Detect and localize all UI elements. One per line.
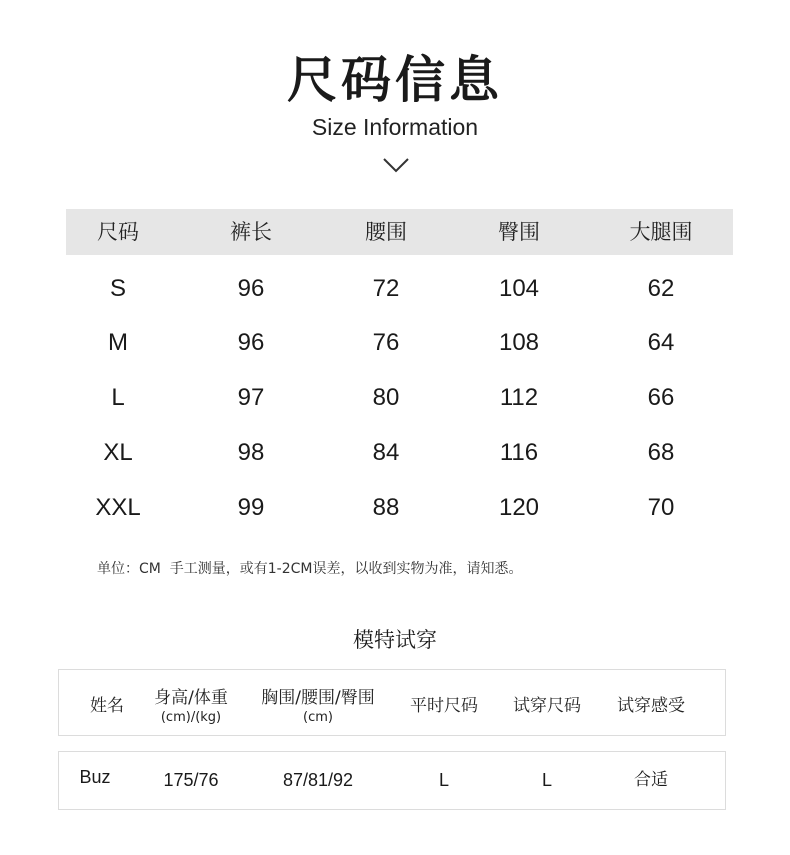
length-cell: 98 xyxy=(237,439,265,466)
hip-cell: 116 xyxy=(499,439,539,466)
thigh-cell: 66 xyxy=(647,384,675,411)
model-section-title: 模特试穿 xyxy=(353,628,437,652)
length-cell: 96 xyxy=(237,329,265,356)
thigh-cell: 70 xyxy=(647,494,675,521)
table-row xyxy=(66,426,733,480)
model-measurements: 87/81/92 xyxy=(282,770,354,790)
measurement-note: 单位：CM 手工测量，或有1-2CM误差，以收到实物为准，请知悉。 xyxy=(97,561,523,577)
waist-cell: 72 xyxy=(372,275,400,302)
size-table-header xyxy=(66,209,733,255)
model-table-header xyxy=(58,669,726,736)
model-name: Buz xyxy=(79,767,111,787)
header-measurements-label: 胸围/腰围/臀围 xyxy=(261,688,375,708)
table-row xyxy=(66,371,733,425)
size-cell: XL xyxy=(103,439,133,466)
header-fit-feel-label: 试穿感受 xyxy=(617,696,685,716)
header-hip: 臀围 xyxy=(498,220,540,244)
model-height-weight: 175/76 xyxy=(163,770,219,790)
length-cell: 97 xyxy=(237,384,265,411)
header-measurements xyxy=(244,683,392,725)
table-row xyxy=(66,262,733,316)
thigh-cell: 64 xyxy=(647,329,675,356)
header-usual-size-label: 平时尺码 xyxy=(410,696,478,716)
table-row xyxy=(66,481,733,535)
waist-cell: 80 xyxy=(372,384,400,411)
header-name xyxy=(59,691,155,716)
hip-cell: 108 xyxy=(498,329,540,356)
hip-cell: 104 xyxy=(498,275,540,302)
length-cell: 96 xyxy=(237,275,265,302)
header-name-label: 姓名 xyxy=(90,696,124,716)
header-height-weight-label: 身高/体重 xyxy=(154,688,228,708)
thigh-cell: 62 xyxy=(647,275,675,302)
header-height-weight-unit: (cm)/(kg) xyxy=(160,710,222,725)
hip-cell: 112 xyxy=(499,384,539,411)
waist-cell: 84 xyxy=(372,439,400,466)
size-cell: S xyxy=(109,275,126,302)
header-size: 尺码 xyxy=(97,220,139,244)
waist-cell: 76 xyxy=(372,329,400,356)
header-height-weight xyxy=(143,683,239,725)
model-table-row xyxy=(58,751,726,810)
size-cell: L xyxy=(111,384,125,411)
header-usual-size xyxy=(394,691,494,716)
model-usual-size: L xyxy=(438,770,449,790)
table-row xyxy=(66,316,733,370)
chevron-down-icon xyxy=(382,156,410,174)
page-subtitle: Size Information xyxy=(311,114,479,140)
thigh-cell: 68 xyxy=(647,439,675,466)
page-title: 尺码信息 xyxy=(287,51,503,109)
header-tried-size xyxy=(497,691,597,716)
header-fit-feel xyxy=(599,691,703,716)
header-measurements-unit: (cm) xyxy=(303,710,333,725)
header-thigh: 大腿围 xyxy=(629,220,693,244)
hip-cell: 120 xyxy=(498,494,540,521)
model-tried-size: L xyxy=(541,770,552,790)
size-cell: M xyxy=(108,329,128,356)
header-tried-size-label: 试穿尺码 xyxy=(513,696,581,716)
size-cell: XXL xyxy=(95,494,141,521)
model-fit-feel: 合适 xyxy=(634,770,668,790)
waist-cell: 88 xyxy=(372,494,400,521)
header-length: 裤长 xyxy=(230,220,272,244)
length-cell: 99 xyxy=(237,494,265,521)
header-waist: 腰围 xyxy=(365,220,407,244)
